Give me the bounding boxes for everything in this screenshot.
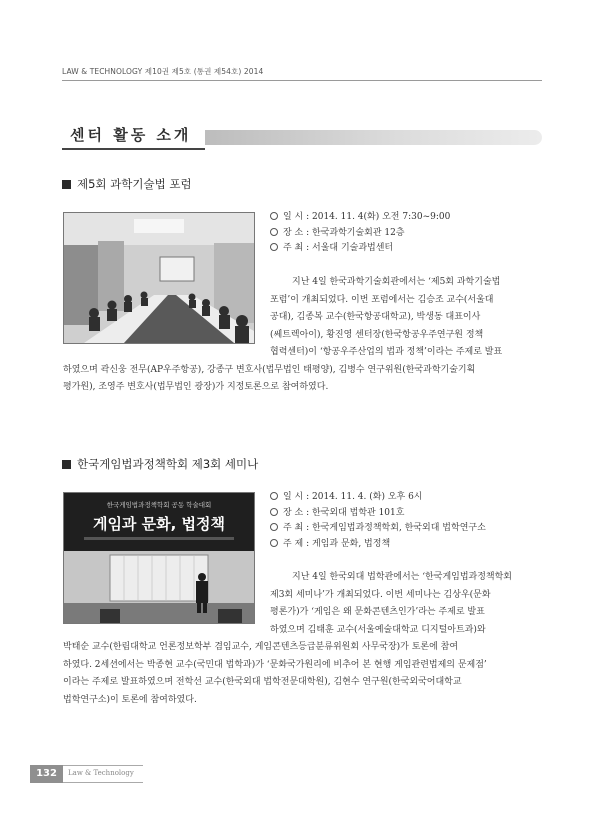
forum-photo xyxy=(63,212,255,344)
banner-bar xyxy=(182,130,542,145)
banner-main-text: 게임과 문화, 법정책 xyxy=(92,515,226,533)
info-row xyxy=(270,226,450,242)
banner-top-text: 한국게임법과정책학회 공동 학술대회 xyxy=(106,501,212,509)
circle-bullet-icon xyxy=(270,492,278,500)
article1-body-line: 협력센터)이 ‘항공우주산업의 법과 정책’이라는 주제로 발표 xyxy=(270,347,503,357)
square-bullet-icon xyxy=(62,460,71,469)
forum-photo-image xyxy=(64,213,254,343)
info-text: 주 제 : 게임과 문화, 법정책 xyxy=(283,538,391,549)
article1-body-line: 공대), 김종복 교수(한국항공대학교), 박생동 대표이사 xyxy=(270,312,481,322)
article1-body-line: 포럼’이 개최되었다. 이번 포럼에서는 김승조 교수(서울대 xyxy=(270,294,494,305)
footer-label: Law & Technology xyxy=(68,769,134,777)
info-row xyxy=(270,537,486,553)
info-text: 장 소 : 한국과학기술회관 12층 xyxy=(283,227,405,238)
article2-body-line: 제3회 세미나’가 개최되었다. 이번 세미나는 김상우(문화 xyxy=(270,589,491,600)
seminar-photo xyxy=(63,492,255,624)
article1-info xyxy=(270,210,450,257)
header-rule xyxy=(62,80,542,81)
article2-body-line: 평론가)가 ‘게임은 왜 문화콘텐츠인가’라는 주제로 발표 xyxy=(270,607,485,617)
article1-heading xyxy=(62,176,192,192)
info-text: 주 최 : 서울대 기술과법센터 xyxy=(283,243,394,253)
info-row xyxy=(270,210,450,226)
article1-heading-text: 제5회 과학기술법 포럼 xyxy=(77,177,192,191)
info-text: 일 시 : 2014. 11. 4. (화) 오후 6시 xyxy=(283,492,423,502)
info-row xyxy=(270,490,486,506)
running-header: LAW & TECHNOLOGY 제10권 제5호 (통권 제54호) 2014 xyxy=(62,67,264,76)
section-banner xyxy=(62,122,542,148)
square-bullet-icon xyxy=(62,180,71,189)
circle-bullet-icon xyxy=(270,523,278,531)
info-row xyxy=(270,241,450,257)
info-text: 주 최 : 한국게임법과정책학회, 한국외대 법학연구소 xyxy=(283,523,486,533)
article1-body-line: (쎄트렉아이), 황진영 센터장(한국항공우주연구원 정책 xyxy=(270,329,484,340)
article2-body-line: 법학연구소)이 토론에 참여하였다. xyxy=(63,694,197,705)
article2-heading xyxy=(62,456,258,472)
article2-body-line: 이라는 주제로 발표하였으며 전학선 교수(한국외대 법학전문대학원), 김현수 연구원(한국외국어대학교 xyxy=(63,677,462,687)
article1-body-line: 평가원), 조영주 변호사(법무법인 광장)가 지정토론으로 참여하였다. xyxy=(63,382,329,392)
article2-body-line: 박태순 교수(한림대학교 언론정보학부 겸임교수, 게임콘텐츠등급분류위원회 사무국장)가 토론에 참여 xyxy=(63,642,459,652)
article2-heading-text: 한국게임법과정책학회 제3회 세미나 xyxy=(77,457,259,471)
circle-bullet-icon xyxy=(270,539,278,547)
info-text: 일 시 : 2014. 11. 4(화) 오전 7:30~9:00 xyxy=(283,212,451,222)
info-text: 장 소 : 한국외대 법학관 101호 xyxy=(283,507,405,518)
page-number: 132 xyxy=(30,765,63,783)
circle-bullet-icon xyxy=(270,228,278,236)
info-row xyxy=(270,521,486,537)
circle-bullet-icon xyxy=(270,212,278,220)
article2-info xyxy=(270,490,486,552)
article2-body-line: 지난 4일 한국외대 법학관에서는 ‘한국게임법과정책학회 xyxy=(292,572,512,582)
seminar-photo-image xyxy=(64,493,254,623)
circle-bullet-icon xyxy=(270,508,278,516)
section-title: 센터 활동 소개 xyxy=(62,122,205,150)
circle-bullet-icon xyxy=(270,243,278,251)
article2-body-line: 하였으며 김태훈 교수(서울예술대학교 디지털아트과)와 xyxy=(270,624,486,635)
article2-body-line: 하였다. 2세션에서는 박종현 교수(국민대 법학과)가 ‘문화국가원리에 비추어 본 현행 게임관련법제의 문제점’ xyxy=(63,659,487,670)
article1-body-line: 지난 4일 한국과학기술회관에서는 ‘제5회 과학기술법 xyxy=(292,277,501,287)
article1-body-line: 하였으며 곽신웅 전무(AP우주항공), 강종구 변호사(법무법인 태평양), 김병수 연구위원(한국과학기술기획 xyxy=(63,364,476,375)
info-row xyxy=(270,506,486,522)
